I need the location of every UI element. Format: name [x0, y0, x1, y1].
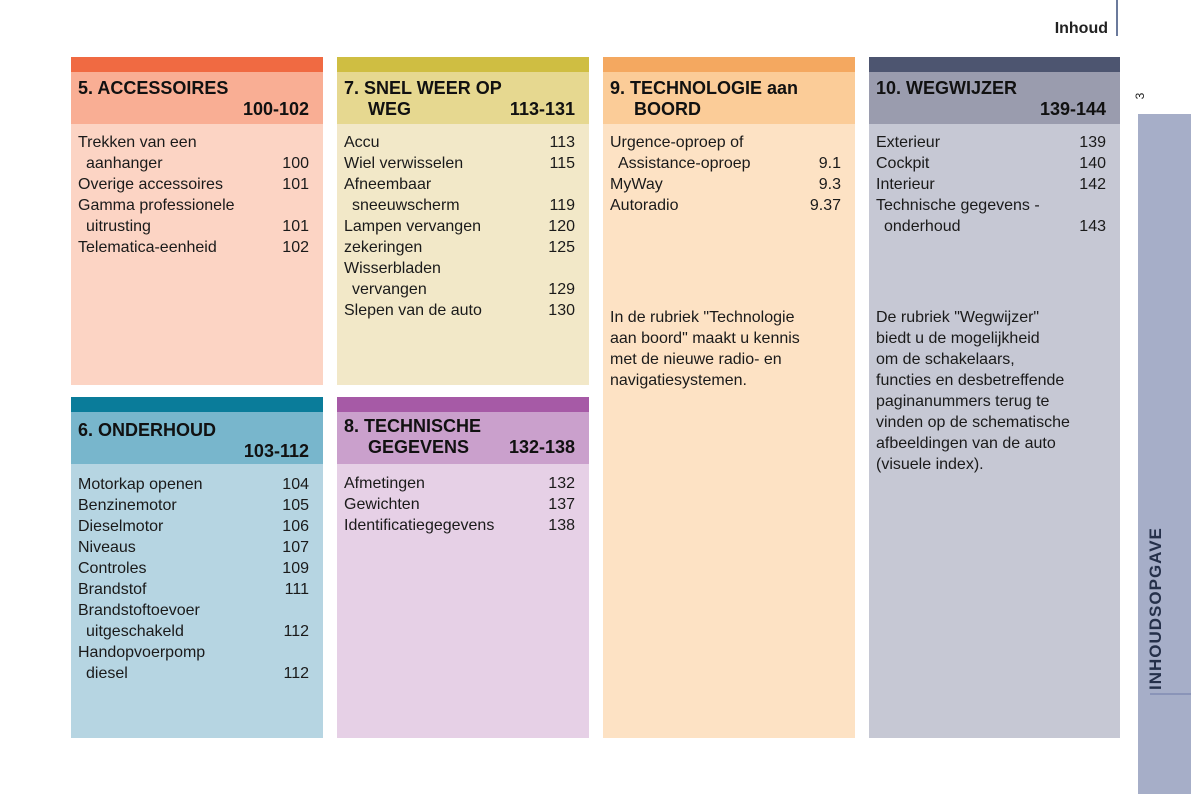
section-items: [71, 464, 323, 684]
toc-entry-label: Cockpit: [876, 155, 930, 172]
side-tab-label: INHOUDSOPGAVE: [1146, 527, 1165, 690]
section-items: [337, 464, 589, 536]
toc-entry[interactable]: [78, 216, 309, 237]
toc-entry-page: 119: [549, 197, 575, 214]
section-color-bar: [71, 57, 323, 72]
toc-entry-label: Gamma professionele: [78, 197, 235, 214]
toc-entry-page: 142: [1079, 176, 1106, 193]
toc-entry-page: 111: [284, 581, 309, 598]
toc-entry-label: Wisserbladen: [344, 260, 441, 277]
section-title: 5. ACCESSOIRES: [78, 78, 229, 98]
toc-entry[interactable]: [876, 216, 1106, 237]
toc-entry[interactable]: [344, 473, 575, 494]
toc-entry[interactable]: [344, 216, 575, 237]
side-tab[interactable]: [1138, 114, 1191, 794]
toc-entry-page: 112: [283, 623, 309, 640]
toc-entry-page: 9.37: [809, 197, 841, 214]
toc-entry-label: Motorkap openen: [78, 476, 203, 493]
toc-entry[interactable]: [344, 279, 575, 300]
toc-entry-page: 107: [282, 539, 309, 556]
section-technische-gegevens: [337, 397, 589, 738]
toc-entry[interactable]: [78, 195, 309, 216]
toc-entry-label: MyWay: [610, 176, 663, 193]
toc-entry[interactable]: [78, 621, 309, 642]
section-title: 6. ONDERHOUD: [78, 420, 217, 440]
section-color-bar: [337, 57, 589, 72]
toc-entry[interactable]: [78, 600, 309, 621]
toc-entry-page: 102: [282, 239, 309, 256]
toc-entry[interactable]: [78, 237, 309, 258]
section-onderhoud: [71, 397, 323, 738]
toc-entry-label: Overige accessoires: [78, 176, 223, 193]
description-line: om de schakelaars,: [876, 351, 1015, 368]
toc-entry[interactable]: [78, 132, 309, 153]
description-line: De rubriek "Wegwijzer": [876, 309, 1040, 326]
toc-entry[interactable]: [344, 132, 575, 153]
description-line: navigatiesystemen.: [610, 372, 747, 389]
description-line: (visuele index).: [876, 456, 984, 473]
toc-entry-page: 132: [548, 475, 575, 492]
description-line: biedt u de mogelijkheid: [876, 330, 1040, 347]
section-title: 9. TECHNOLOGIE aan: [610, 78, 799, 98]
section-technologie: [603, 57, 855, 738]
toc-entry-label: Niveaus: [78, 539, 136, 556]
toc-entry-label: Identificatiegegevens: [344, 517, 495, 534]
description-line: vinden op de schematische: [876, 414, 1070, 431]
toc-entry-page: 140: [1079, 155, 1106, 172]
toc-entry-label: sneeuwscherm: [352, 197, 460, 214]
toc-entry-page: 139: [1079, 134, 1106, 151]
section-pages: 139-144: [1039, 99, 1106, 119]
toc-entry-label: Brandstof: [78, 581, 147, 598]
page-number: 3: [1133, 92, 1147, 100]
toc-entry[interactable]: [78, 642, 309, 663]
toc-entry[interactable]: [78, 474, 309, 495]
section-color-bar: [869, 57, 1120, 72]
toc-entry-label: onderhoud: [884, 218, 961, 235]
toc-entry-page: 9.1: [818, 155, 841, 172]
toc-entry-page: 120: [548, 218, 575, 235]
toc-entry-page: 109: [282, 560, 309, 577]
toc-entry[interactable]: [344, 258, 575, 279]
section-header[interactable]: [337, 72, 589, 124]
toc-entry-label: Controles: [78, 560, 147, 577]
section-pages: 100-102: [242, 99, 309, 119]
toc-entry-page: [269, 642, 309, 663]
description-line: met de nieuwe radio- en: [610, 351, 782, 368]
toc-entry[interactable]: [610, 132, 841, 153]
toc-entry[interactable]: [78, 153, 309, 174]
section-title: 8. TECHNISCHE: [344, 416, 482, 436]
toc-entry-label: Telematica-eenheid: [78, 239, 217, 256]
toc-entry-page: 104: [282, 476, 309, 493]
toc-entry-label: vervangen: [352, 281, 427, 298]
toc-entry[interactable]: [78, 174, 309, 195]
toc-entry-label: Autoradio: [610, 197, 679, 214]
description-line: paginanummers terug te: [876, 393, 1050, 410]
toc-entry-page: 130: [548, 302, 575, 319]
toc-entry-label: Benzinemotor: [78, 497, 177, 514]
section-pages: 132-138: [508, 437, 575, 457]
toc-entry-page: 101: [282, 176, 309, 193]
toc-entry[interactable]: [78, 579, 309, 600]
toc-entry-page: 106: [282, 518, 309, 535]
toc-entry-page: 138: [548, 517, 575, 534]
toc-entry[interactable]: [876, 174, 1106, 195]
toc-entry-label: Assistance-oproep: [618, 155, 751, 172]
toc-entry[interactable]: [344, 494, 575, 515]
toc-entry[interactable]: [610, 174, 841, 195]
section-header[interactable]: [337, 412, 589, 464]
toc-entry-label: Handopvoerpomp: [78, 644, 206, 661]
section-items: [337, 124, 589, 321]
toc-entry-page: [269, 195, 309, 216]
toc-entry-label: Trekken van een: [78, 134, 197, 151]
toc-entry-page: 101: [282, 218, 309, 235]
toc-entry-label: diesel: [86, 665, 128, 682]
toc-entry-page: 105: [282, 497, 309, 514]
toc-entry-label: Afneembaar: [344, 176, 432, 193]
section-title-line2: GEGEVENS: [368, 437, 470, 457]
toc-entry-label: Afmetingen: [344, 475, 425, 492]
toc-entry[interactable]: [610, 195, 841, 216]
header-rule: [1116, 0, 1118, 36]
toc-entry-label: Brandstoftoevoer: [78, 602, 200, 619]
toc-entry[interactable]: [344, 300, 575, 321]
toc-entry-label: Accu: [344, 134, 380, 151]
toc-entry-page: [535, 258, 575, 279]
toc-entry-page: [269, 132, 309, 153]
toc-entry[interactable]: [78, 537, 309, 558]
toc-entry-page: 137: [548, 496, 575, 513]
toc-entry[interactable]: [344, 237, 575, 258]
section-color-bar: [71, 397, 323, 412]
section-accessoires: [71, 57, 323, 385]
toc-entry[interactable]: [78, 495, 309, 516]
section-title: 10. WEGWIJZER: [876, 78, 1018, 98]
side-tab-rule: [1150, 693, 1191, 695]
section-items: [869, 124, 1120, 237]
toc-entry-label: Wiel verwisselen: [344, 155, 464, 172]
toc-entry-label: Gewichten: [344, 496, 420, 513]
toc-entry-page: 100: [282, 155, 309, 172]
toc-entry-page: [269, 600, 309, 621]
section-pages: 103-112: [243, 441, 309, 461]
toc-entry[interactable]: [78, 558, 309, 579]
toc-entry-page: 112: [283, 665, 309, 682]
toc-entry-label: zekeringen: [344, 239, 423, 256]
toc-entry[interactable]: [344, 174, 575, 195]
toc-entry-label: Urgence-oproep of: [610, 134, 744, 151]
toc-entry-page: 143: [1079, 218, 1106, 235]
section-header[interactable]: [869, 72, 1120, 124]
description-line: In de rubriek "Technologie: [610, 309, 795, 326]
toc-entry-page: 115: [549, 155, 575, 172]
toc-entry-label: Lampen vervangen: [344, 218, 481, 235]
toc-entry-page: [535, 174, 575, 195]
toc-entry-label: Technische gegevens -: [876, 197, 1040, 214]
section-title-line2: BOORD: [634, 99, 701, 119]
page-title: Inhoud: [1054, 20, 1108, 37]
toc-entry[interactable]: [876, 132, 1106, 153]
toc-entry-page: 125: [548, 239, 575, 256]
toc-entry[interactable]: [876, 195, 1106, 216]
section-header[interactable]: [603, 72, 855, 124]
toc-entry-label: aanhanger: [86, 155, 163, 172]
section-description: [603, 299, 855, 391]
section-items: [71, 124, 323, 258]
section-header[interactable]: [71, 72, 323, 124]
description-line: functies en desbetreffende: [876, 372, 1065, 389]
toc-entry[interactable]: [344, 153, 575, 174]
description-line: afbeeldingen van de auto: [876, 435, 1056, 452]
section-title-line2: WEG: [368, 99, 411, 119]
toc-entry-page: 9.3: [818, 176, 841, 193]
section-pages: 113-131: [509, 99, 575, 119]
section-items: [603, 124, 855, 216]
toc-entry[interactable]: [78, 663, 309, 684]
section-color-bar: [337, 397, 589, 412]
toc-entry[interactable]: [344, 195, 575, 216]
description-line: aan boord" maakt u kennis: [610, 330, 800, 347]
section-color-bar: [603, 57, 855, 72]
toc-entry[interactable]: [610, 153, 841, 174]
toc-entry-page: 113: [549, 134, 575, 151]
toc-entry-page: [1066, 195, 1106, 216]
section-wegwijzer: [869, 57, 1120, 738]
toc-entry-label: uitrusting: [86, 218, 151, 235]
toc-entry-label: Interieur: [876, 176, 935, 193]
toc-entry-page: [801, 132, 841, 153]
section-header[interactable]: [71, 412, 323, 464]
section-description: [869, 299, 1120, 475]
toc-entry[interactable]: [876, 153, 1106, 174]
toc-entry[interactable]: [344, 515, 575, 536]
section-title: 7. SNEL WEER OP: [344, 78, 502, 98]
toc-entry-label: Slepen van de auto: [344, 302, 482, 319]
toc-entry-label: uitgeschakeld: [86, 623, 184, 640]
toc-entry-label: Dieselmotor: [78, 518, 164, 535]
toc-entry-page: 129: [548, 281, 575, 298]
toc-entry-label: Exterieur: [876, 134, 941, 151]
toc-entry[interactable]: [78, 516, 309, 537]
section-snel-weer-op-weg: [337, 57, 589, 385]
